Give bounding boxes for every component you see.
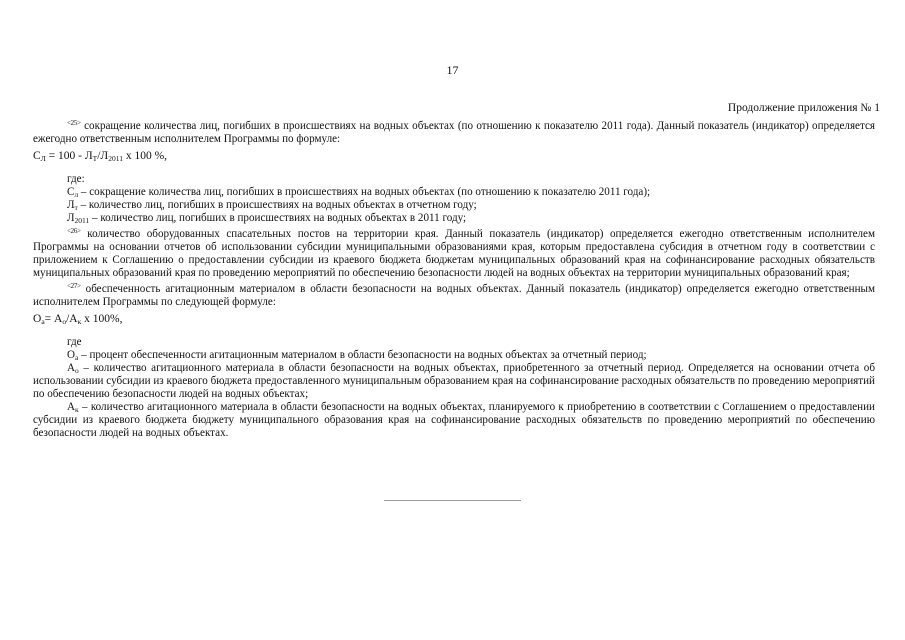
paragraph-26 (33, 225, 875, 280)
paragraph-26-text: количество оборудованных спасательных постов на территории края. Данный показатель (индикатор) определяется ежегодно ответственным исполнителем Программы на основании отчетов об использовании субсидии муниципальными образованиями края, которым предоставлена субсидия в отчетном году в соответствии с приложением к Соглашению о предоставлении субсидии из краевого бюджета бюджетам муниципальных образований края на софинансирование расходных обязательств муниципальных образований края по проведению мероприятий по обеспечению безопасности людей на водных объектах на территории муниципальных образований края; (33, 228, 875, 279)
formula-oa: $О_а= А_о/А_к$ х 100%, (33, 313, 123, 326)
paragraph-25 (33, 117, 875, 146)
footnote-marker-25: <25> (67, 119, 81, 127)
paragraph-27 (33, 280, 875, 309)
footer-divider (384, 500, 521, 501)
where-label-1: где: (67, 173, 85, 185)
continuation-label: Продолжение приложения № 1 (727, 102, 880, 114)
definition-ak: $А_к$ – количество агитационного материала в области безопасности на водных объектах, планируемого к приобретению в соответствии с Соглашением о предоставлении субсидии из краевого бюджета бюджету муниципального образования края на софинансирование расходных обязательств по проведению мероприятий по обеспечению безопасности людей на водных объектах. (33, 401, 875, 439)
definition-ao: $А_о$ – количество агитационного материала в области безопасности на водных объектах, приобретенного за отчетный период. Определяется на основании отчета об использовании субсидии из краевого бюджета предоставленного муниципальным образованием края на софинансирование расходных обязательств по проведению мероприятий по обеспечению безопасности людей на водных объектах; (33, 362, 875, 400)
definition-oa: $О_а$ – процент обеспеченности агитационным материалом в области безопасности на водных объектах за отчетный период; (67, 349, 647, 362)
where-label-2: где (67, 336, 82, 348)
page-number: 17 (446, 63, 459, 77)
definition-lt: $Л_т$ – количество лиц, погибших в происшествиях на водных объектах в отчетном году; (67, 199, 477, 212)
footnote-marker-27: <27> (67, 282, 81, 290)
definition-l2011: $Л_{2011}$ – количество лиц, погибших в происшествиях на водных объектах в 2011 году; (67, 212, 467, 225)
footnote-marker-26: <26> (67, 227, 81, 235)
paragraph-27-text: обеспеченность агитационным материалом в области безопасности на водных объектах. Данный показатель (индикатор) определяется ежегодно ответственным исполнителем Программы по следующей формуле: (33, 283, 875, 308)
definition-cl: $С_л$ – сокращение количества лиц, погибших в происшествиях на водных объектах (по отношению к показателю 2011 года); (67, 186, 651, 199)
paragraph-25-text: сокращение количества лиц, погибших в происшествиях на водных объектах (по отношению к показателю 2011 года). Данный показатель (индикатор) определяется ежегодно ответственным исполнителем Программы по формуле: (33, 120, 875, 145)
document-body (33, 117, 875, 440)
formula-cl: $С_Л = 100 - Л_Т/Л_{2011}$ х 100 %, (33, 150, 168, 163)
